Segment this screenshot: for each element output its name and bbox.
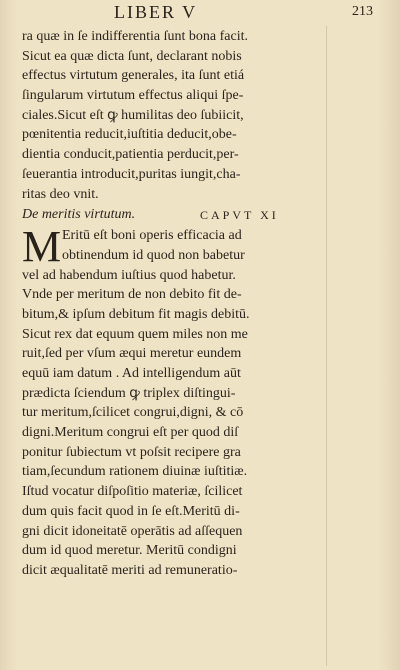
text-line: bitum,& ipſum debitum fit magis debitū. xyxy=(22,306,250,322)
text-line: ponitur ſubiectum vt poſsit recipere gra xyxy=(22,444,241,460)
text-line: ra quæ in ſe indifferentia ſunt bona facit. xyxy=(22,29,249,44)
text-line: prædicta ſciendum ꝙ triplex diſtingui- xyxy=(22,385,236,401)
text-line: ſeuerantia introducit,puritas iungit,cha- xyxy=(22,166,241,182)
text-line: Sicut rex dat equum quem miles non me xyxy=(22,326,248,342)
text-line: gni dicit idoneitatē operātis ad aſſequen xyxy=(22,523,243,539)
text-line: dicit æqualitatē meriti ad remuneratio- xyxy=(22,562,238,578)
text-line: tiam,ſecundum rationem diuinæ iuſtitiæ. xyxy=(22,464,248,480)
text-line: equū iam datum . Ad intelligendum aūt xyxy=(22,366,241,381)
text-block xyxy=(22,27,327,581)
text-line: obtinendum id quod non babetur xyxy=(62,247,245,263)
page-header xyxy=(0,0,400,26)
text-line: ritas deo vnit. xyxy=(22,186,99,202)
text-line: vel ad habendum iuſtius quod habetur. xyxy=(22,267,236,283)
text-line: Sicut ea quæ dicta ſunt, declarant nobis xyxy=(22,48,242,64)
text-line: tur meritum,ſcilicet congrui,digni, & cō xyxy=(22,405,244,421)
chapter-title: De meritis virtutum. xyxy=(22,207,136,223)
text-line: ruit,ſed per vſum æqui meretur eundem xyxy=(22,346,242,362)
text-line: Vnde per meritum de non debito fit de- xyxy=(22,287,242,303)
text-line: ciales.Sicut eſt ꝙ humilitas deo ſubiicit, xyxy=(22,107,244,123)
text-line: effectus virtutum generales, ita ſunt etiá xyxy=(22,68,245,84)
text-line: ſingularum virtutum effectus aliqui ſpe- xyxy=(22,88,244,104)
chapter-body xyxy=(22,222,327,580)
text-line: dum id quod meretur. Meritū condigni xyxy=(22,543,237,559)
chapter-heading xyxy=(22,204,327,226)
running-head: LIBER V xyxy=(114,2,198,22)
text-line: dum quis facit quod in ſe eſt.Meritū di- xyxy=(22,503,240,519)
page-number: 213 xyxy=(352,4,373,19)
chapter-label: CAPVT XI xyxy=(200,208,279,223)
drop-cap-initial: M xyxy=(22,222,62,272)
text-line: Iſtud vocatur diſpoſitio materiæ, ſcilicet xyxy=(22,484,243,500)
text-line: digni.Meritum congrui eſt per quod diſ xyxy=(22,425,239,441)
text-line: dientia conducit,patientia perducit,per- xyxy=(22,147,239,163)
text-line: Eritū eſt boni operis efficacia ad xyxy=(62,228,242,244)
text-line: pœnitentia reducit,iuſtitia deducit,obe- xyxy=(22,127,237,143)
